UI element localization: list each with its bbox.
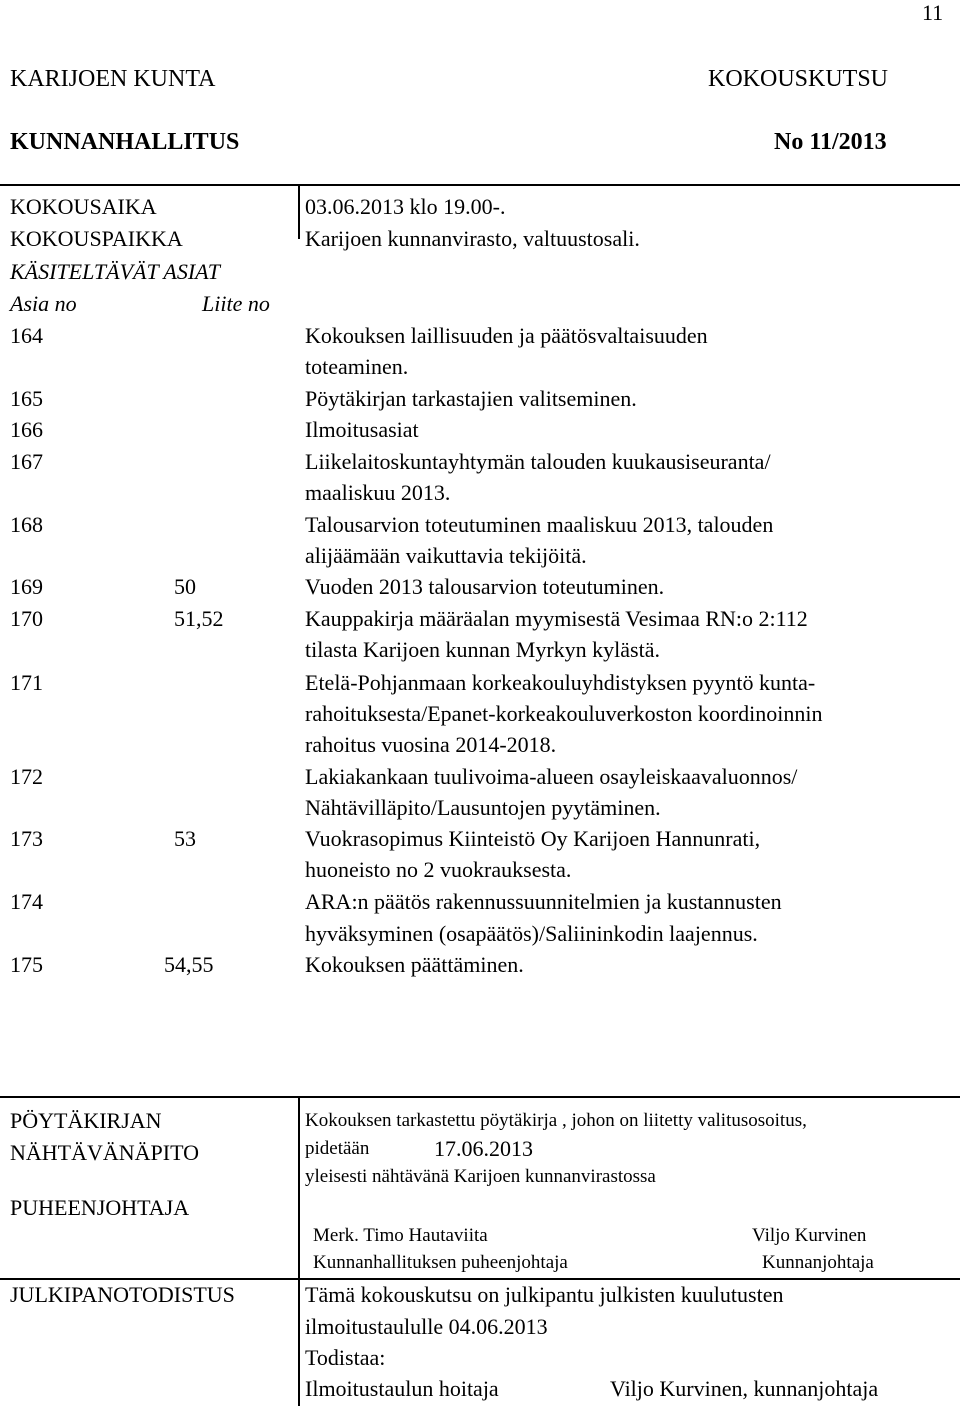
agenda-item-title-line: Etelä-Pohjanmaan korkeakouluyhdistyksen pyyntö kunta- [305,670,816,695]
meeting-number: No 11/2013 [774,129,887,155]
agenda-item-title-line: tilasta Karijoen kunnan Myrkyn kylästä. [305,637,660,662]
agenda-item-title-line: Vuokrasopimus Kiinteistö Oy Karijoen Hannunrati, [305,826,761,851]
agenda-item-title-line: Ilmoitusasiat [305,417,419,442]
municipality-name: KARIJOEN KUNTA [10,66,216,92]
notice-column-divider [298,1280,300,1406]
agenda-col-item: Asia no [10,291,77,316]
meeting-place-label: KOKOUSPAIKKA [10,226,183,251]
column-divider [298,186,300,239]
agenda-item-number: 172 [10,764,43,789]
notice-top-rule [0,1278,960,1280]
agenda-heading: KÄSITELTÄVÄT ASIAT [10,259,221,284]
minutes-label-line-1: PÖYTÄKIRJAN [10,1108,162,1133]
notice-text-line-1: Tämä kokouskutsu on julkipantu julkisten kuulutusten [305,1282,784,1307]
agenda-item-title-line: alijäämään vaikuttavia tekijöitä. [305,543,587,568]
agenda-item-number: 170 [10,606,43,631]
agenda-item-number: 173 [10,826,43,851]
meeting-place-value: Karijoen kunnanvirasto, valtuustosali. [305,226,640,251]
agenda-item-title-line: Kokouksen päättäminen. [305,952,524,977]
manager-signer-title: Kunnanjohtaja [762,1252,874,1273]
agenda-item-number: 169 [10,574,43,599]
agenda-item-attachment: 54,55 [164,952,214,977]
footer-column-divider [298,1098,300,1278]
agenda-item-title-line: Pöytäkirjan tarkastajien valitseminen. [305,386,637,411]
top-rule [0,184,960,186]
board-keeper-name: Viljo Kurvinen, kunnanjohtaja [610,1376,879,1401]
notice-text-line-2: ilmoitustaululle 04.06.2013 [305,1314,548,1339]
document-type: KOKOUSKUTSU [708,66,889,92]
agenda-item-title-line: toteaminen. [305,354,409,379]
agenda-item-title-line: maaliskuu 2013. [305,480,451,505]
chair-signer-name: Merk. Timo Hautaviita [313,1225,488,1246]
agenda-item-title-line: huoneisto no 2 vuokrauksesta. [305,857,572,882]
agenda-item-title-line: Liikelaitoskuntayhtymän talouden kuukausiseuranta/ [305,449,771,474]
agenda-item-attachment: 51,52 [174,606,224,631]
agenda-item-title-line: rahoitus vuosina 2014-2018. [305,732,557,757]
board-keeper-label: Ilmoitustaulun hoitaja [305,1376,499,1401]
agenda-item-title-line: ARA:n päätös rakennussuunnitelmien ja kustannusten [305,889,782,914]
chair-label: PUHEENJOHTAJA [10,1195,190,1220]
agenda-item-number: 171 [10,670,43,695]
agenda-item-title-line: hyväksyminen (osapäätös)/Saliininkodin laajennus. [305,921,758,946]
agenda-item-number: 164 [10,323,43,348]
governing-body: KUNNANHALLITUS [10,129,240,155]
chair-signer-title: Kunnanhallituksen puheenjohtaja [313,1252,568,1273]
agenda-item-title-line: Vuoden 2013 talousarvion toteutuminen. [305,574,665,599]
agenda-item-title-line: Kauppakirja määräalan myymisestä Vesimaa RN:o 2:112 [305,606,808,631]
minutes-text-line-3: yleisesti nähtävänä Karijoen kunnanvirastossa [305,1166,656,1187]
agenda-item-number: 166 [10,417,43,442]
agenda-item-number: 175 [10,952,43,977]
agenda-item-number: 168 [10,512,43,537]
agenda-col-attachment: Liite no [202,291,270,316]
agenda-item-number: 167 [10,449,43,474]
minutes-date: 17.06.2013 [434,1136,533,1161]
minutes-text-line-2: pidetään [305,1138,370,1159]
agenda-item-attachment: 50 [174,574,196,599]
agenda-item-title-line: Talousarvion toteutuminen maaliskuu 2013, talouden [305,512,774,537]
notice-text-line-3: Todistaa: [305,1345,386,1370]
manager-signer-name: Viljo Kurvinen [752,1225,867,1246]
agenda-item-number: 165 [10,386,43,411]
page-number: 11 [922,0,944,25]
agenda-item-attachment: 53 [174,826,196,851]
meeting-time-value: 03.06.2013 klo 19.00-. [305,194,506,219]
minutes-label-line-2: NÄHTÄVÄNÄPITO [10,1140,200,1165]
minutes-text-line-1: Kokouksen tarkastettu pöytäkirja , johon on liitetty valitusosoitus, [305,1110,807,1131]
agenda-item-title-line: rahoituksesta/Epanet-korkeakouluverkoston koordinoinnin [305,701,823,726]
agenda-item-number: 174 [10,889,43,914]
agenda-item-title-line: Kokouksen laillisuuden ja päätösvaltaisuuden [305,323,708,348]
agenda-item-title-line: Lakiakankaan tuulivoima-alueen osayleiskaavaluonnos/ [305,764,798,789]
footer-top-rule [0,1096,960,1098]
meeting-time-label: KOKOUSAIKA [10,194,157,219]
agenda-item-title-line: Nähtävilläpito/Lausuntojen pyytäminen. [305,795,661,820]
notice-label: JULKIPANOTODISTUS [10,1282,235,1307]
